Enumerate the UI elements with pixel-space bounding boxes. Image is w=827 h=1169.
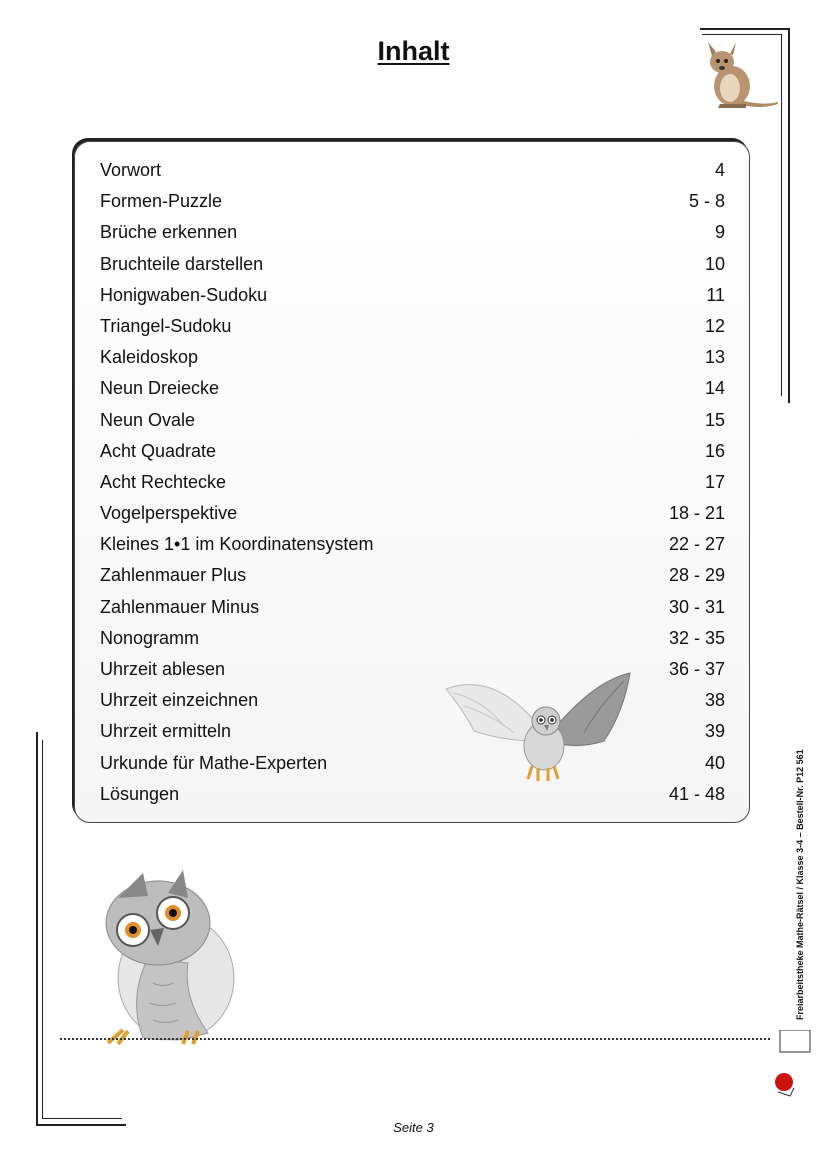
toc-page: 17 [704,471,725,492]
toc-entry [100,316,725,347]
toc-entry [100,534,725,565]
toc-page: 15 [704,409,725,430]
toc-page: 16 [704,440,725,461]
toc-entry [100,472,725,503]
toc-label: Zahlenmauer Minus [100,596,260,617]
toc-page: 32 - 35 [668,627,725,648]
toc-entry [100,160,725,191]
toc-label: Urkunde für Mathe-Experten [100,752,328,773]
toc-entry [100,285,725,316]
frame-line [781,34,782,396]
toc-entry [100,378,725,409]
toc-entry [100,597,725,628]
toc-page: 22 - 27 [668,534,725,555]
toc-entry [100,191,725,222]
frame-line [788,28,790,403]
table-of-contents [74,141,750,823]
dotted-divider [60,1038,770,1040]
side-order-text: Freiarbeitstheke Mathe-Rätsel / Klasse 3-4 – Bestell-Nr. P12 561 [795,749,805,1020]
sitting-owl-illustration [88,868,238,1048]
toc-label: Acht Quadrate [100,440,217,461]
page-title: Inhalt [377,36,450,66]
toc-entry [100,628,725,659]
publisher-logo [772,1030,812,1100]
toc-label: Uhrzeit einzeichnen [100,690,259,711]
toc-entry [100,347,725,378]
toc-page: 41 - 48 [668,783,725,804]
kangaroo-illustration [700,40,780,112]
toc-page: 12 [704,315,725,336]
toc-entry [100,410,725,441]
toc-page: 28 - 29 [668,565,725,586]
toc-entry [100,503,725,534]
toc-page: 5 - 8 [688,191,725,212]
toc-page: 30 - 31 [668,596,725,617]
flying-owl-illustration [444,671,634,791]
toc-page: 14 [704,378,725,399]
toc-label: Formen-Puzzle [100,191,223,212]
toc-label: Vorwort [100,160,162,180]
toc-label: Brüche erkennen [100,222,238,243]
toc-label: Bruchteile darstellen [100,253,264,274]
toc-label: Lösungen [100,783,180,804]
toc-page: 13 [704,347,725,368]
toc-label: Kleines 1•1 im Koordinatensystem [100,534,374,555]
toc-page: 36 - 37 [668,659,725,679]
toc-page: 9 [714,222,725,243]
toc-label: Honigwaben-Sudoku [100,284,268,305]
toc-entry [100,441,725,472]
toc-label: Zahlenmauer Plus [100,565,247,586]
toc-entry [100,254,725,285]
frame-line [42,740,43,1119]
toc-label: Neun Ovale [100,409,196,430]
toc-entry [100,565,725,596]
toc-label: Kaleidoskop [100,347,199,368]
toc-page: 40 [704,752,725,773]
toc-page: 4 [714,160,725,180]
toc-label: Acht Rechtecke [100,471,227,492]
toc-entry [100,222,725,253]
toc-page: 38 [704,690,725,711]
frame-line [36,732,38,1126]
page-number: Seite 3 [393,1120,434,1135]
toc-label: Triangel-Sudoku [100,315,232,336]
toc-page: 11 [706,284,725,305]
toc-label: Nonogramm [100,627,200,648]
toc-label: Vogelperspektive [100,503,238,524]
toc-page: 18 - 21 [668,503,725,524]
toc-label: Neun Dreiecke [100,378,220,399]
frame-line [702,34,782,35]
toc-page: 39 [704,721,725,742]
toc-label: Uhrzeit ermitteln [100,721,232,742]
frame-line [700,28,790,30]
frame-line [42,1118,122,1119]
toc-label: Uhrzeit ablesen [100,659,226,679]
toc-page: 10 [704,253,725,274]
